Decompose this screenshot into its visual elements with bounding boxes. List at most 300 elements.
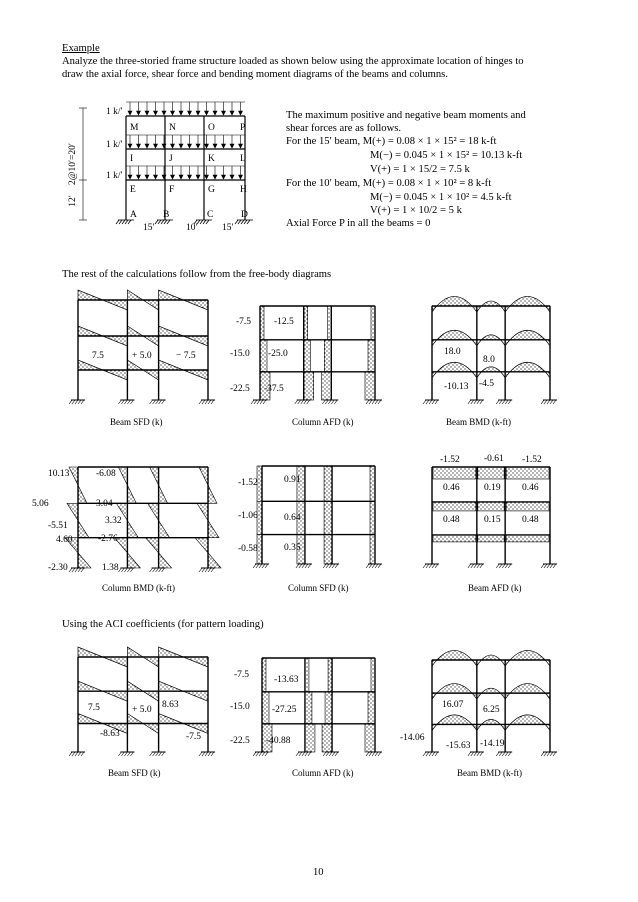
bmd-arch [505,715,550,731]
support-hatch [547,400,550,404]
support-hatch [496,564,499,568]
cbmd-tri-bottom [208,553,221,568]
support-hatch [263,400,266,404]
support-hatch [256,564,259,568]
cbmd-tri-top [146,538,159,553]
support-hatch [369,564,372,568]
summary-line-4: M(−) = 0.045 × 1 × 15² = 10.13 k-ft [370,150,523,161]
span-3: 15′ [222,223,234,233]
support-hatch [69,400,72,404]
support-hatch [72,400,75,404]
support-hatch [553,752,556,756]
caption-column-afd-1: Column AFD (k) [292,417,354,427]
afd-block [321,372,331,400]
support-hatch [118,400,121,404]
sfd-negative [103,370,128,380]
load-arrowhead [196,111,200,115]
cbmd-tri-top [150,467,159,485]
node-C: C [207,210,214,220]
support-hatch [153,568,156,572]
bafd-band [478,535,504,542]
load-arrowhead [230,144,234,148]
bafd-val-3: -1.52 [522,455,542,465]
support-hatch [499,752,502,756]
support-hatch [78,400,81,404]
sfd-negative [143,336,159,346]
afd1-val-4: -25.0 [268,349,288,359]
support-hatch [122,220,125,224]
support-hatch [150,400,153,404]
support-hatch [423,564,426,568]
sfd-negative [183,657,208,667]
cbmd-val-10: 1.38 [102,563,119,573]
support-hatch [69,752,72,756]
support-hatch [247,220,250,224]
afd-block [327,306,331,340]
support-hatch [432,400,435,404]
load-arrowhead [205,111,209,115]
load-arrowhead [213,175,217,179]
support-hatch [150,752,153,756]
bafd-band [478,502,504,511]
load-arrowhead [154,144,158,148]
load-arrowhead [128,111,132,115]
support-hatch [253,752,256,756]
support-hatch [124,568,127,572]
csfd-val-6: 0.35 [284,543,301,553]
cbmd-tri-bottom [159,553,172,568]
support-hatch [308,564,311,568]
afd-block [260,340,267,372]
sfd1-val-2: + 5.0 [132,351,152,361]
support-hatch [378,564,381,568]
support-hatch [508,564,511,568]
frame-dimensions [79,108,87,220]
afd-block [371,306,375,340]
support-hatch [158,220,161,224]
summary-line-2: shear forces are as follows. [286,123,402,134]
caption-column-afd-3: Column AFD (k) [292,768,354,778]
support-hatch [206,220,209,224]
summary-line-6: For the 10′ beam, M(+) = 0.08 × 1 × 10² = 8 k-ft [286,178,492,189]
support-hatch [375,752,378,756]
support-hatch [307,400,310,404]
support-hatch [435,752,438,756]
caption-beam-afd: Beam AFD (k) [468,583,522,593]
load-arrowhead [154,111,158,115]
support-hatch [121,400,124,404]
csfd-val-5: -0.58 [238,544,258,554]
bmd1-val-1: 18.0 [444,347,461,357]
load-arrowhead [137,144,141,148]
sfd3-val-2: + 5.0 [132,705,152,715]
support-hatch [334,400,337,404]
load-arrowhead [145,175,149,179]
node-A: A [130,210,137,220]
bafd-band [433,535,476,542]
sfd-positive [159,647,184,657]
support-hatch [477,752,480,756]
dim-upper-label: 2@10′=20′ [68,142,78,186]
support-hatch [547,564,550,568]
bafd-band [506,467,549,479]
csfd-block [370,535,375,564]
load-arrowhead [196,144,200,148]
sfd-negative [143,657,159,667]
support-hatch [378,752,381,756]
support-hatch [480,400,483,404]
node-J: J [169,154,173,164]
sfd-negative [143,370,159,380]
support-hatch [262,564,265,568]
support-hatch [480,564,483,568]
support-hatch [208,568,211,572]
load-arrowhead [239,144,243,148]
cbmd-tri-top [148,503,159,520]
support-hatch [550,564,553,568]
bmd3-val-2: 6.25 [483,705,500,715]
afd-block [305,724,315,752]
support-hatch [295,400,298,404]
support-hatch [301,400,304,404]
support-hatch [130,400,133,404]
support-hatch [432,564,435,568]
afd3-val-4: -27.25 [272,705,297,715]
cbmd-tri-bottom [208,521,219,538]
csfd-block [370,466,375,501]
support-hatch [366,752,369,756]
load-arrowhead [137,175,141,179]
afd-block [325,692,332,724]
caption-beam-sfd-1: Beam SFD (k) [110,417,163,427]
support-hatch [296,752,299,756]
support-hatch [211,400,214,404]
support-hatch [426,752,429,756]
support-hatch [124,400,127,404]
bafd-band [433,467,476,479]
support-hatch [544,400,547,404]
afd-block [322,724,332,752]
sfd1-val-3: − 7.5 [176,351,196,361]
bmd3-val-5: -14.19 [480,739,505,749]
sfd-positive [127,714,143,724]
cbmd-val-2: -6.08 [96,469,116,479]
afd1-val-6: -37.5 [264,384,284,394]
bafd-band [478,467,504,479]
bmd-arch [432,330,477,346]
csfd-block [324,535,332,564]
load-arrowhead [145,111,149,115]
afd-block [304,340,311,372]
cbmd-tri-top [118,467,127,485]
support-hatch [323,564,326,568]
support-hatch [468,752,471,756]
support-hatch [322,400,325,404]
column-afd-1 [230,306,382,427]
bafd-val-6: 0.46 [522,483,539,493]
sfd3-val-1: 7.5 [88,703,100,713]
load-arrowhead [239,175,243,179]
support-hatch [369,400,372,404]
support-hatch [299,564,302,568]
sfd-positive [78,326,103,336]
support-hatch [155,220,158,224]
support-hatch [474,400,477,404]
support-hatch [81,568,84,572]
load-arrowhead [128,144,132,148]
intro-line-2: draw the axial force, shear force and bending moment diagrams of the beams and columns. [62,69,448,80]
cbmd-val-3: 5.06 [32,499,49,509]
support-hatch [480,752,483,756]
load-arrowhead [188,144,192,148]
bmd3-val-4: -15.63 [446,741,471,751]
bafd-band [506,502,549,511]
support-hatch [372,400,375,404]
afd-block [305,658,309,692]
load-arrowhead [145,144,149,148]
sfd-positive [127,360,143,370]
cbmd-tri-bottom [127,485,136,503]
load-arrowhead [213,144,217,148]
afd1-val-5: -22.5 [230,384,250,394]
bmd1-val-4: -4.5 [479,379,495,389]
bafd-val-9: 0.48 [522,515,539,525]
csfd-block [370,501,375,534]
afd-block [365,372,375,400]
support-hatch [161,220,164,224]
node-H: H [240,185,247,195]
bafd-band [433,502,476,511]
cbmd-val-6: 3.32 [105,516,122,526]
support-hatch [429,564,432,568]
support-hatch [159,400,162,404]
column-afd-3 [230,658,382,778]
support-hatch [159,568,162,572]
beam-sfd-1 [69,290,215,427]
support-hatch [541,752,544,756]
support-hatch [553,564,556,568]
sfd-positive [159,681,184,691]
rest-line: The rest of the calculations follow from the free-body diagrams [62,269,332,280]
support-hatch [325,400,328,404]
cbmd-tri-bottom [127,553,140,568]
support-hatch [69,568,72,572]
support-hatch [121,752,124,756]
example-heading: Example [62,43,100,54]
support-hatch [502,564,505,568]
support-hatch [118,752,121,756]
support-hatch [308,752,311,756]
bmd-arch [432,650,477,666]
support-hatch [553,400,556,404]
support-hatch [257,400,260,404]
support-hatch [253,564,256,568]
load-arrowhead [154,175,158,179]
caption-beam-bmd-3: Beam BMD (k-ft) [457,768,522,778]
support-hatch [544,752,547,756]
support-hatch [202,752,205,756]
support-hatch [502,752,505,756]
support-hatch [426,564,429,568]
cbmd-tri-top [199,467,208,485]
load-arrowhead [230,175,234,179]
support-hatch [72,568,75,572]
cbmd-tri-top [197,503,208,520]
support-hatch [75,568,78,572]
bmd1-val-2: 8.0 [483,355,495,365]
sfd-positive [127,290,143,300]
support-hatch [254,400,257,404]
support-hatch [265,564,268,568]
support-hatch [203,220,206,224]
support-hatch [208,400,211,404]
support-hatch [326,752,329,756]
support-hatch [130,752,133,756]
support-hatch [496,752,499,756]
sfd-positive [78,681,103,691]
cbmd-val-7: 4.60 [56,535,73,545]
support-hatch [429,400,432,404]
support-hatch [429,752,432,756]
support-hatch [121,568,124,572]
bmd3-val-1: 16.07 [442,700,464,710]
sfd-negative [183,691,208,701]
afd3-val-6: -40.88 [266,736,291,746]
support-hatch [305,564,308,568]
sfd-positive [78,714,103,724]
bmd-arch [505,330,550,346]
sfd-negative [103,657,128,667]
support-hatch [329,564,332,568]
support-hatch [499,564,502,568]
cbmd-tri-top [67,503,78,520]
csfd-val-3: -1.06 [238,511,258,521]
load-arrowhead [222,111,226,115]
support-hatch [150,568,153,572]
afd-block [304,372,314,400]
support-hatch [208,752,211,756]
csfd-block [324,466,332,501]
support-hatch [477,564,480,568]
support-hatch [302,752,305,756]
support-hatch [156,568,159,572]
support-hatch [375,564,378,568]
page-number: 10 [313,867,324,878]
support-hatch [372,752,375,756]
cbmd-val-9: -2.30 [48,563,68,573]
afd3-val-1: -7.5 [234,670,250,680]
node-D: D [241,210,248,220]
support-hatch [125,220,128,224]
bafd-val-8: 0.15 [484,515,501,525]
support-hatch [205,400,208,404]
node-I: I [130,154,134,164]
node-E: E [130,185,136,195]
support-hatch [127,752,130,756]
bmd-arch [432,296,477,312]
support-hatch [305,752,308,756]
load-arrowhead [213,111,217,115]
afd3-val-3: -15.0 [230,702,250,712]
load-arrowhead [179,111,183,115]
sfd3-val-4: -8.63 [100,729,120,739]
support-hatch [259,564,262,568]
support-hatch [550,752,553,756]
support-hatch [499,400,502,404]
cbmd-val-4: 3.04 [96,499,113,509]
bmd-arch [505,362,550,378]
support-hatch [423,752,426,756]
frame-load-arrows [126,102,245,179]
support-hatch [128,220,131,224]
support-hatch [435,400,438,404]
support-hatch [262,752,265,756]
caption-beam-sfd-3: Beam SFD (k) [108,768,161,778]
support-hatch [116,220,119,224]
support-hatch [81,752,84,756]
node-B: B [163,210,170,220]
support-hatch [326,564,329,568]
support-hatch [127,400,130,404]
bmd3-val-3: -14.06 [400,733,425,743]
cbmd-tri-bottom [78,553,91,568]
sfd-positive [78,647,103,657]
support-hatch [159,752,162,756]
support-hatch [323,752,326,756]
support-hatch [162,400,165,404]
support-hatch [199,568,202,572]
bafd-band [506,535,549,542]
bmd-arch [505,296,550,312]
bafd-val-5: 0.19 [484,483,501,493]
csfd-val-1: -1.52 [238,478,258,488]
support-hatch [547,752,550,756]
support-hatch [78,752,81,756]
load-arrowhead [171,175,175,179]
support-hatch [153,752,156,756]
sfd-positive [127,326,143,336]
bafd-val-2: -0.61 [484,454,504,464]
node-K: K [208,154,215,164]
summary-line-1: The maximum positive and negative beam moments and [286,110,526,121]
support-hatch [78,568,81,572]
sfd-positive [159,326,184,336]
support-hatch [162,752,165,756]
support-hatch [328,400,331,404]
support-hatch [75,752,78,756]
summary-line-7: M(−) = 0.045 × 1 × 10² = 4.5 k-ft [370,192,512,203]
support-hatch [241,220,244,224]
support-hatch [211,568,214,572]
node-O: O [208,123,215,133]
csfd-block [324,501,332,534]
csfd-val-4: 0.64 [284,513,301,523]
sfd-positive [78,360,103,370]
support-hatch [251,400,254,404]
support-hatch [435,564,438,568]
support-hatch [508,752,511,756]
support-hatch [205,568,208,572]
beam-bmd-1 [423,296,557,427]
load-arrowhead [196,175,200,179]
caption-beam-bmd-1: Beam BMD (k-ft) [446,417,511,427]
bafd-val-7: 0.48 [443,515,460,525]
cbmd-tri-bottom [159,521,170,538]
support-hatch [304,400,307,404]
support-hatch [153,400,156,404]
support-hatch [211,752,214,756]
support-hatch [471,400,474,404]
